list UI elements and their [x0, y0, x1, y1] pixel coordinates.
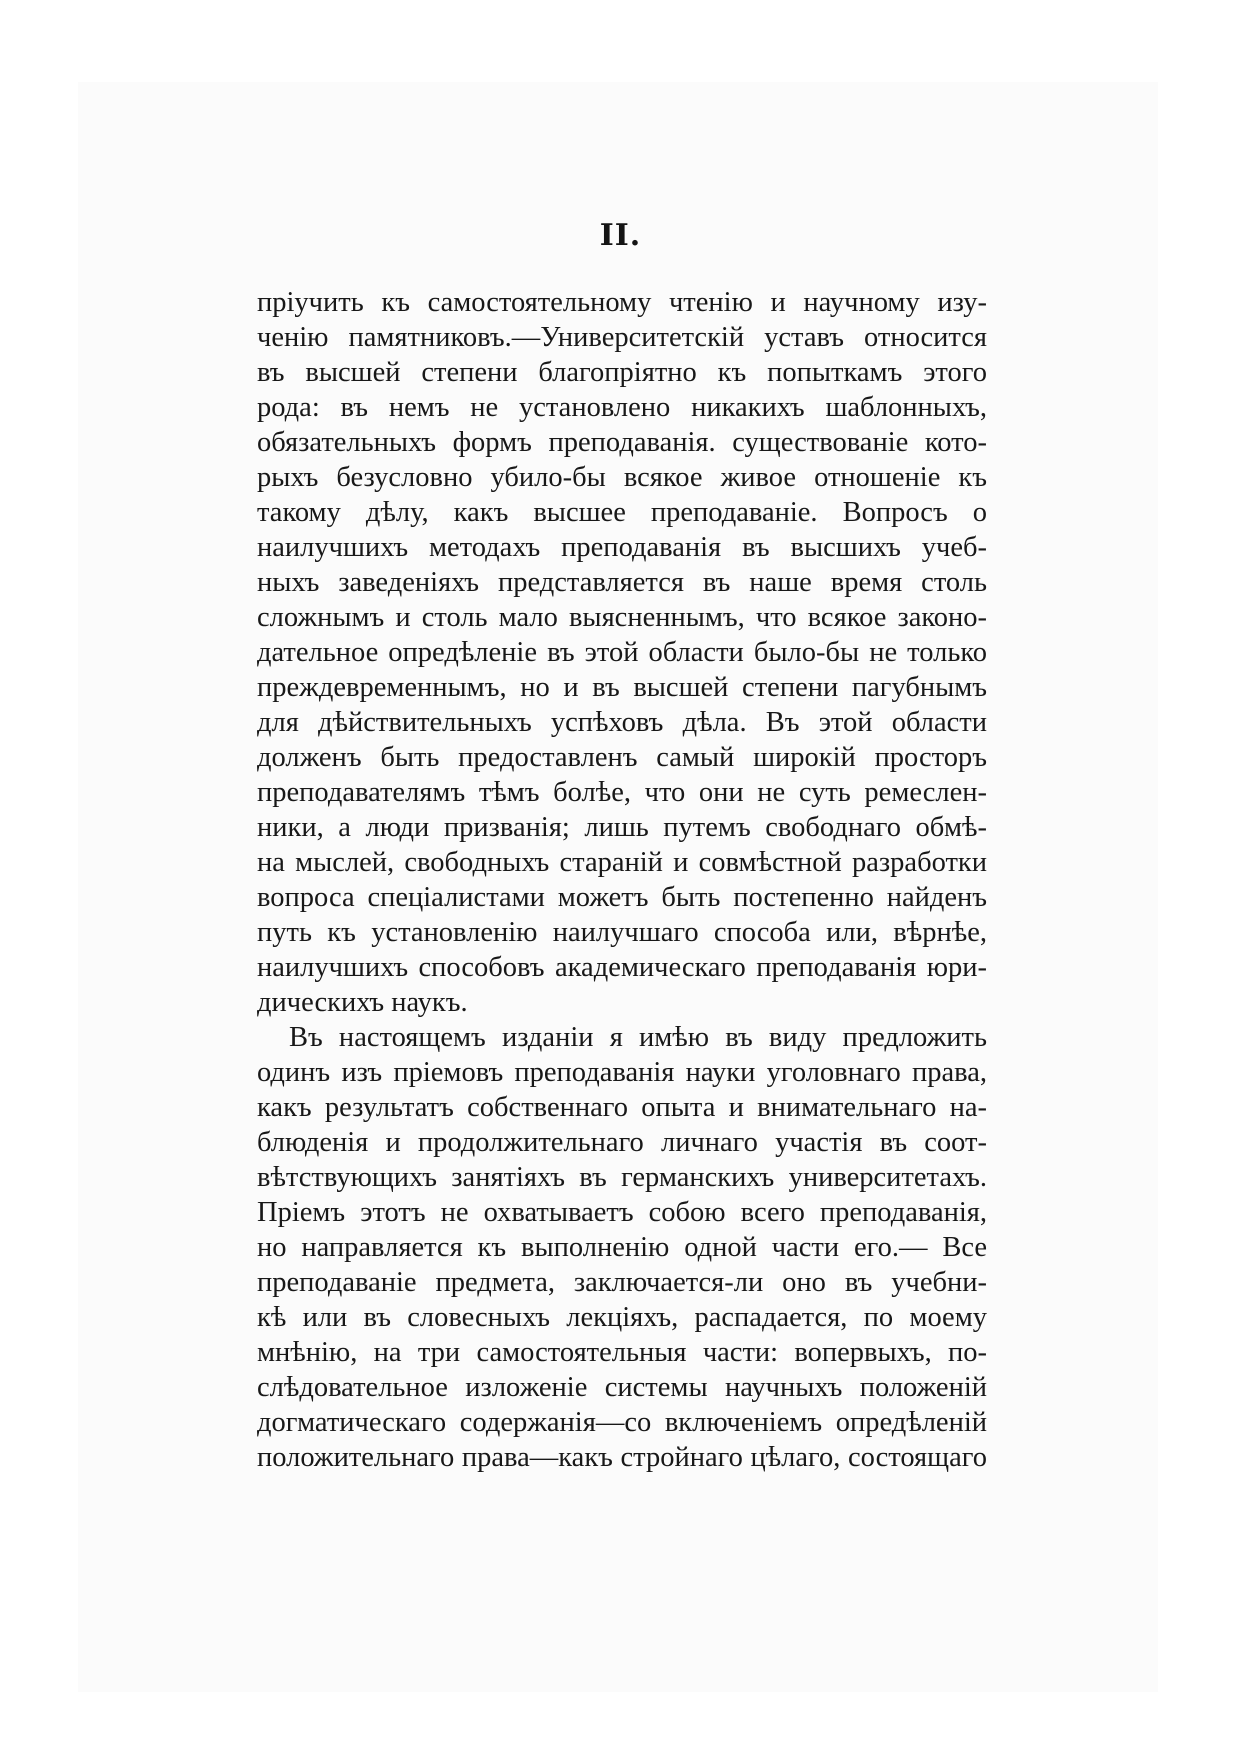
text-line: рыхъ безусловно убило-бы всякое живое отношеніе къ	[257, 462, 987, 493]
text-line: вѣтствующихъ занятіяхъ въ германскихъ университетахъ.	[257, 1162, 987, 1193]
text-line: путь къ установленію наилучшаго способа или, вѣрнѣе,	[257, 917, 987, 948]
text-line: преподаваніе предмета, заключается-ли оно въ учебни-	[257, 1267, 987, 1298]
text-line: ныхъ заведеніяхъ представляется въ наше время столь	[257, 567, 987, 598]
text-line: положительнаго права—какъ стройнаго цѣлаго, состоящаго	[257, 1442, 987, 1473]
text-line: вопроса спеціалистами можетъ быть постепенно найденъ	[257, 882, 987, 913]
body-text	[257, 285, 987, 1475]
text-line: долженъ быть предоставленъ самый широкій просторъ	[257, 742, 987, 773]
text-line: но направляется къ выполненію одной части его.— Все	[257, 1232, 987, 1263]
text-line: преподавателямъ тѣмъ болѣе, что они не суть ремеслен-	[257, 777, 987, 808]
text-line: обязательныхъ формъ преподаванія. существованіе кото-	[257, 427, 987, 458]
text-line: одинъ изъ пріемовъ преподаванія науки уголовнаго права,	[257, 1057, 987, 1088]
text-line: такому дѣлу, какъ высшее преподаваніе. Вопросъ о	[257, 497, 987, 528]
text-line: наилучшихъ способовъ академическаго преподаванія юри-	[257, 952, 987, 983]
text-line: рода: въ немъ не установлено никакихъ шаблонныхъ,	[257, 392, 987, 423]
text-line: сложнымъ и столь мало выясненнымъ, что всякое законо-	[257, 602, 987, 633]
text-line: на мыслей, свободныхъ стараній и совмѣстной разработки	[257, 847, 987, 878]
text-line: пріучить къ самостоятельному чтенію и научному изу-	[257, 287, 987, 318]
page-number: II.	[599, 218, 642, 253]
text-line: дательное опредѣленіе въ этой области было-бы не только	[257, 637, 987, 668]
text-line: въ высшей степени благопріятно къ попыткамъ этого	[257, 357, 987, 388]
text-line: догматическаго содержанія—со включеніемъ опредѣленій	[257, 1407, 987, 1438]
text-line: кѣ или въ словесныхъ лекціяхъ, распадается, по моему	[257, 1302, 987, 1333]
text-line: для дѣйствительныхъ успѣховъ дѣла. Въ этой области	[257, 707, 987, 738]
text-line: какъ результатъ собственнаго опыта и внимательнаго на-	[257, 1092, 987, 1123]
text-line: ники, а люди призванія; лишь путемъ свободнаго обмѣ-	[257, 812, 987, 843]
text-line: ченію памятниковъ.—Университетскій уставъ относится	[257, 322, 987, 353]
paragraph-first-line: Въ настоящемъ изданіи я имѣю въ виду предложить	[289, 1022, 987, 1053]
text-line: наилучшихъ методахъ преподаванія въ высшихъ учеб-	[257, 532, 987, 563]
text-line: Пріемъ этотъ не охватываетъ собою всего преподаванія,	[257, 1197, 987, 1228]
text-line: дическихъ наукъ.	[257, 987, 468, 1018]
text-line: блюденія и продолжительнаго личнаго участія въ соот-	[257, 1127, 987, 1158]
text-line: слѣдовательное изложеніе системы научныхъ положеній	[257, 1372, 987, 1403]
text-line: мнѣнію, на три самостоятельныя части: вопервыхъ, по-	[257, 1337, 987, 1368]
text-line: преждевременнымъ, но и въ высшей степени пагубнымъ	[257, 672, 987, 703]
